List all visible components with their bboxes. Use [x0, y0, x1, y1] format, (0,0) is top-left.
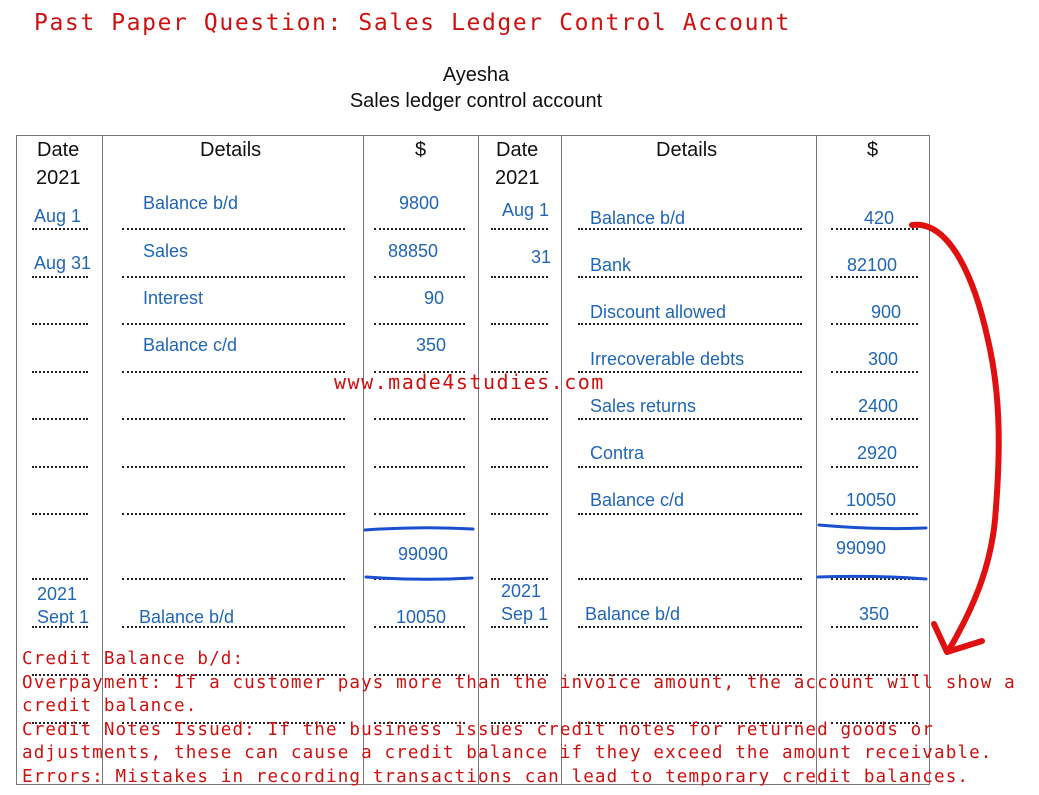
- credit-amount: 900: [871, 302, 902, 322]
- credit-details: Discount allowed: [590, 302, 727, 322]
- dotted-rule: [491, 228, 548, 230]
- dotted-rule: [578, 578, 802, 580]
- header-left-details: Details: [200, 139, 262, 161]
- debit-amount: 9800: [399, 193, 440, 213]
- debit-bd-date: Sept 1: [37, 607, 90, 627]
- dotted-rule: [831, 513, 918, 515]
- dotted-rule: [32, 228, 88, 230]
- credit-amount: 300: [868, 349, 899, 369]
- dotted-rule: [491, 626, 548, 628]
- credit-details: Bank: [590, 255, 632, 275]
- dotted-rule: [578, 371, 802, 373]
- credit-bd-details: Balance b/d: [585, 604, 681, 624]
- debit-date: Aug 1: [34, 206, 82, 226]
- page-title: Past Paper Question: Sales Ledger Control Account: [34, 10, 791, 36]
- debit-details: Sales: [143, 241, 189, 261]
- debit-details: Interest: [143, 288, 204, 308]
- credit-amount: 2920: [857, 443, 898, 463]
- dotted-rule: [831, 323, 918, 325]
- dotted-rule: [831, 626, 918, 628]
- dotted-rule: [374, 228, 465, 230]
- note-line: Errors: Mistakes in recording transactions can lead to temporary credit balances.: [22, 766, 970, 787]
- dotted-rule: [122, 578, 345, 580]
- dotted-rule: [374, 578, 465, 580]
- dotted-rule: [122, 466, 345, 468]
- dotted-rule: [491, 323, 548, 325]
- note-line: adjustments, these can cause a credit balance if they exceed the amount receivable.: [22, 743, 993, 763]
- dotted-rule: [374, 513, 465, 515]
- dotted-rule: [831, 276, 918, 278]
- dotted-rule: [831, 466, 918, 468]
- note-line: Credit Notes Issued: If the business issues credit notes for returned goods or: [22, 719, 935, 740]
- note-line: Overpayment: If a customer pays more than the invoice amount, the account will show a: [22, 672, 1016, 693]
- credit-amount: 2400: [858, 396, 899, 416]
- dotted-rule: [32, 466, 88, 468]
- credit-details: Balance b/d: [590, 208, 686, 228]
- account-name: Sales ledger control account: [349, 90, 603, 112]
- dotted-rule: [32, 418, 88, 420]
- dotted-rule: [32, 323, 88, 325]
- dotted-rule: [578, 466, 802, 468]
- credit-total: 99090: [836, 538, 887, 558]
- dotted-rule: [491, 276, 548, 278]
- dotted-rule: [831, 371, 918, 373]
- account-owner: Ayesha: [442, 64, 510, 86]
- credit-amount: 82100: [847, 255, 898, 275]
- dotted-rule: [122, 513, 345, 515]
- credit-details: Balance c/d: [590, 490, 685, 510]
- header-right-details: Details: [656, 139, 718, 161]
- note-line: credit balance.: [22, 696, 198, 716]
- header-left-date: Date: [37, 139, 80, 161]
- dotted-rule: [578, 418, 802, 420]
- credit-details: Irrecoverable debts: [590, 349, 745, 369]
- dotted-rule: [578, 276, 802, 278]
- credit-details: Contra: [590, 443, 645, 463]
- credit-details: Sales returns: [590, 396, 697, 416]
- dotted-rule: [491, 418, 548, 420]
- dotted-rule: [32, 276, 88, 278]
- header-right-amount: $: [867, 139, 879, 161]
- credit-bd-date: Sep 1: [501, 604, 549, 624]
- dotted-rule: [578, 513, 802, 515]
- dotted-rule: [578, 323, 802, 325]
- dotted-rule: [122, 228, 345, 230]
- dotted-rule: [122, 276, 345, 278]
- debit-date: Aug 31: [34, 253, 92, 273]
- dotted-rule: [831, 418, 918, 420]
- dotted-rule: [374, 323, 465, 325]
- dotted-rule: [491, 513, 548, 515]
- header-left-year: 2021: [36, 167, 81, 189]
- credit-bd-amount: 350: [859, 604, 890, 624]
- dotted-rule: [32, 578, 88, 580]
- credit-date: Aug 1: [502, 200, 550, 220]
- credit-date: 31: [531, 247, 552, 267]
- note-line: Credit Balance b/d:: [22, 649, 245, 669]
- header-right-year: 2021: [495, 167, 540, 189]
- dotted-rule: [122, 371, 345, 373]
- debit-bd-year: 2021: [37, 584, 78, 604]
- dotted-rule: [374, 466, 465, 468]
- debit-amount: 90: [424, 288, 445, 308]
- watermark: www.made4studies.com: [334, 370, 605, 394]
- dotted-rule: [491, 466, 548, 468]
- debit-total: 99090: [398, 544, 449, 564]
- credit-amount: 420: [864, 208, 895, 228]
- debit-details: Balance b/d: [143, 193, 239, 213]
- dotted-rule: [491, 578, 548, 580]
- debit-bd-details: Balance b/d: [139, 607, 235, 627]
- header-left-amount: $: [415, 139, 427, 161]
- header-right-date: Date: [496, 139, 539, 161]
- dotted-rule: [374, 418, 465, 420]
- debit-amount: 350: [416, 335, 447, 355]
- credit-bd-year: 2021: [501, 581, 542, 601]
- dotted-rule: [32, 513, 88, 515]
- debit-amount: 88850: [388, 241, 439, 261]
- dotted-rule: [831, 578, 918, 580]
- dotted-rule: [32, 371, 88, 373]
- debit-bd-amount: 10050: [396, 607, 447, 627]
- dotted-rule: [374, 276, 465, 278]
- dotted-rule: [578, 626, 802, 628]
- notes: [22, 648, 1016, 789]
- dotted-rule: [122, 323, 345, 325]
- dotted-rule: [122, 418, 345, 420]
- debit-details: Balance c/d: [143, 335, 238, 355]
- credit-amount: 10050: [846, 490, 897, 510]
